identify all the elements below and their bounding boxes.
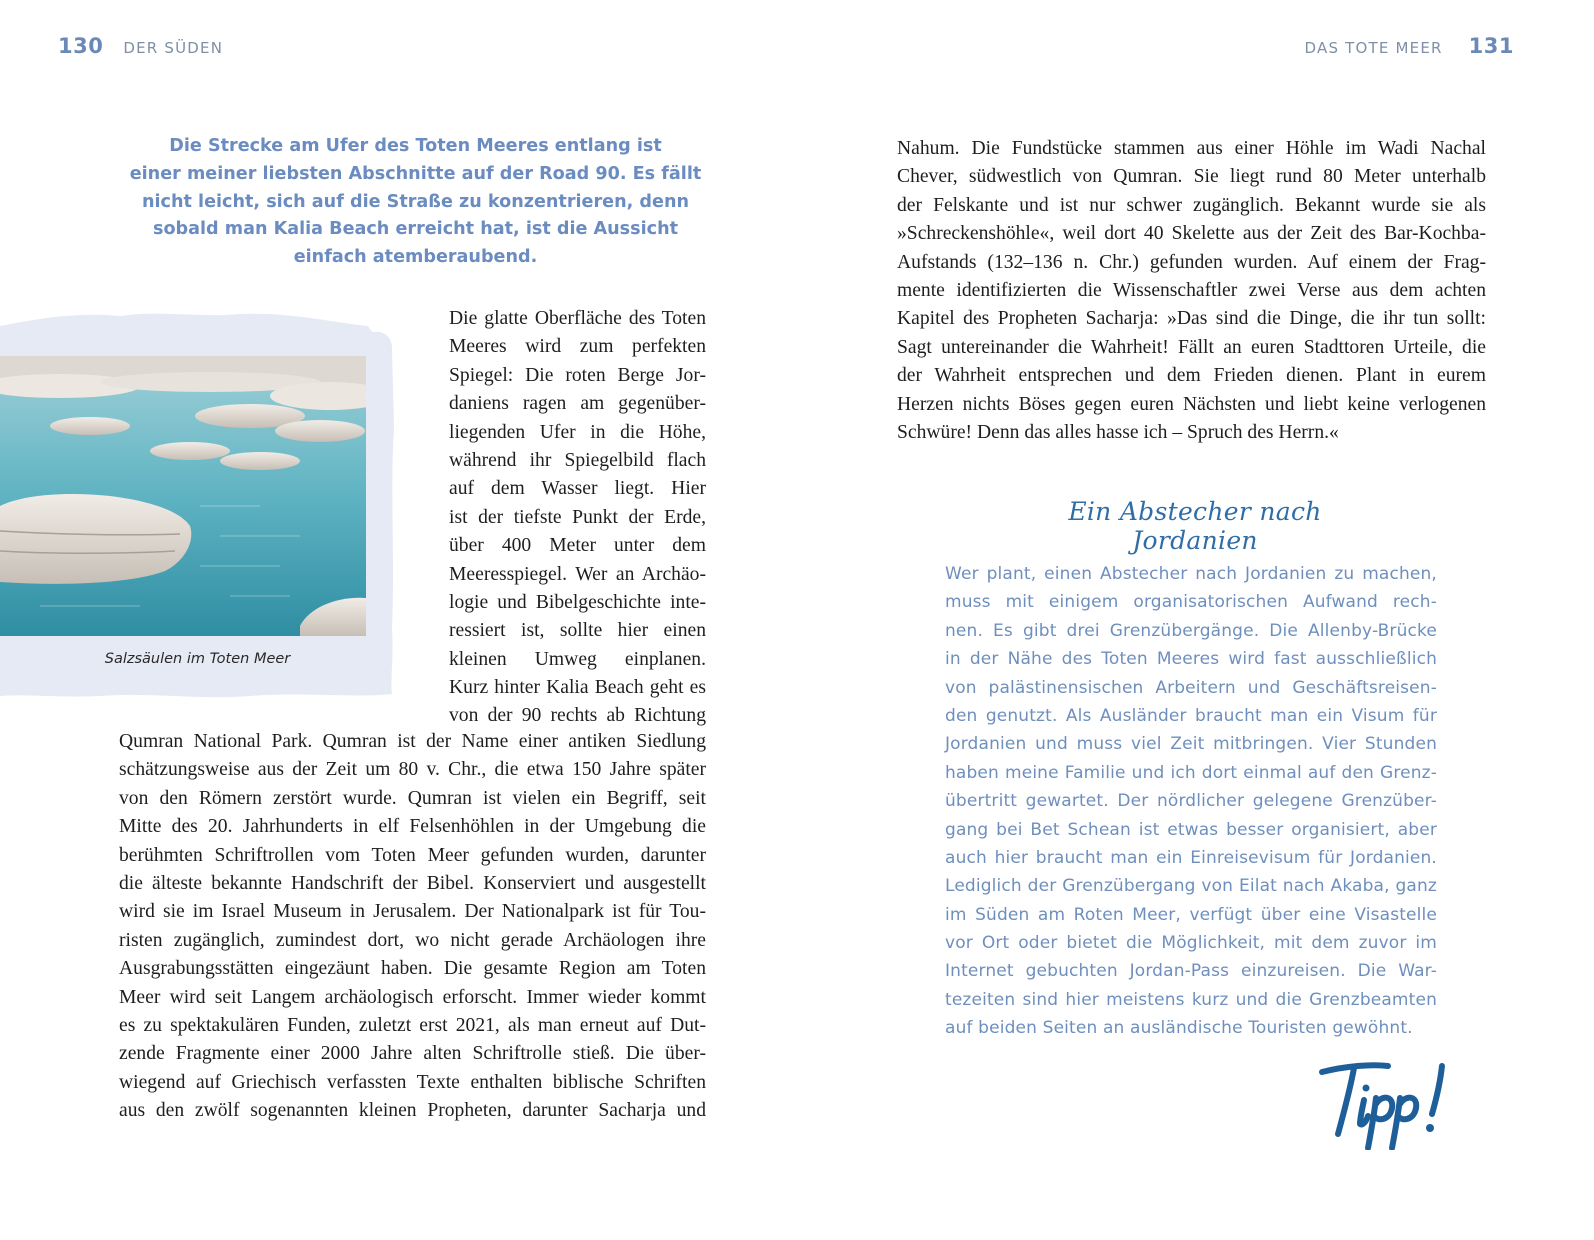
pullquote-line: sobald man Kalia Beach erreicht hat, ist die Aussicht [152, 219, 679, 240]
pullquote-line: einfach atemberaubend. [293, 247, 538, 268]
body-line: »Schreckenshöhle«, weil dort 40 Skelette aus der Zeit des Bar-Kochba- [897, 223, 1486, 245]
body-line: Qumran National Park. Qumran ist der Name einer antiken Siedlung [119, 731, 706, 752]
body-line: Herzen nichts Böses gegen euren Nächsten und liebt keine verlogenen [897, 393, 1486, 415]
pullquote [118, 133, 713, 272]
body-line: wiegend auf Griechisch verfassten Texte enthalten biblische Schriften [119, 1071, 706, 1093]
pullquote-line: einer meiner liebsten Abschnitte auf der Road 90. Es fällt [129, 163, 702, 184]
body-line: Schwüre! Denn das alles hasse ich – Spruch des Herrn.« [897, 421, 1339, 443]
tip-line: von palästinensischen Arbeitern und Geschäftsreisen- [945, 677, 1437, 698]
body-line: Chever, südwestlich von Qumran. Sie liegt rund 80 Meter unterhalb [897, 166, 1486, 188]
body-line: Sagt untereinander die Wahrheit! Fällt an euren Stadttoren Urteile, die [897, 336, 1486, 358]
body-line: es zu spektakulären Funden, zuletzt erst 2021, als man erneut auf Dut- [119, 1014, 706, 1036]
body-line: wird sie im Israel Museum in Jerusalem. Der Nationalpark ist für Tou- [119, 901, 706, 923]
body-line: aus den zwölf sogenannten kleinen Propheten, darunter Sacharja und [119, 1100, 706, 1122]
tip-title: Ein Abstecher nach Jordanien [1068, 497, 1322, 555]
body-line: von der 90 rechts ab Richtung [449, 705, 706, 727]
body-line: Meeres wird zum perfekten [449, 336, 706, 358]
body-line: während ihr Spiegelbild flach [449, 449, 706, 471]
body-line: Meeresspiegel. Wer an Archäo- [449, 563, 706, 585]
body-line: mente identifizierten die Wissenschaftler zwei Verse aus dem achten [897, 279, 1486, 301]
right-running-title: DAS TOTE MEER [1304, 39, 1443, 57]
body-line: die älteste bekannte Handschrift der Bibel. Konserviert und ausgestellt [119, 872, 706, 894]
body-line: ist der tiefste Punkt der Erde, [449, 506, 706, 528]
body-line: Spiegel: Die roten Berge Jor- [449, 364, 706, 386]
body-line: kleinen Umweg einplanen. [449, 648, 706, 670]
tip-line: Internet gebuchten Jordan-Pass einzureisen. Die War- [945, 961, 1437, 982]
body-line: Kurz hinter Kalia Beach geht es [449, 677, 706, 699]
left-body-wrap-column [449, 305, 706, 731]
body-line: Mitte des 20. Jahrhunderts in elf Felsenhöhlen in der Umgebung die [119, 816, 706, 838]
pullquote-line: Die Strecke am Ufer des Toten Meeres entlang ist [169, 136, 662, 156]
tip-line: im Süden am Roten Meer, verfügt über eine Visastelle [945, 904, 1437, 925]
body-line: logie und Bibelgeschichte inte- [449, 591, 706, 613]
body-line: Nahum. Die Fundstücke stammen aus einer Höhle im Wadi Nachal [897, 138, 1486, 159]
body-line: risten zugänglich, zumindest dort, wo nicht gerade Archäologen ihre [119, 929, 706, 951]
body-line: Kapitel des Propheten Sacharja: »Das sind die Dinge, die ihr tun sollt: [897, 308, 1486, 330]
left-running-title: DER SÜDEN [123, 39, 224, 57]
body-line: von den Römern zerstört wurde. Qumran ist vielen ein Begriff, seit [119, 787, 706, 809]
tip-box [945, 560, 1437, 1043]
tip-line: Lediglich der Grenzübergang von Eilat nach Akaba, ganz [945, 876, 1437, 897]
tip-line: übertritt gewartet. Der nördlicher gelegene Grenzüber- [945, 791, 1437, 812]
tip-line: tezeiten sind hier meistens kurz und die Grenzbeamten [945, 989, 1437, 1010]
body-line: daniens ragen am gegenüber- [449, 393, 706, 415]
body-line: Ausgrabungsstätten eingezäunt haben. Die gesamte Region am Toten [119, 958, 706, 980]
left-body-full-column [119, 728, 706, 1125]
photo-caption: Salzsäulen im Toten Meer [104, 651, 291, 667]
body-line: Meer wird seit Langem archäologisch erforscht. Immer wieder kommt [119, 986, 706, 1008]
pullquote-line: nicht leicht, sich auf die Straße zu konzentrieren, denn [142, 191, 689, 212]
tip-line: muss mit einigem organisatorischen Aufwand rech- [945, 592, 1437, 613]
right-body-column [897, 135, 1486, 447]
tip-line: auch hier braucht man ein Einreisevisum für Jordanien. [945, 847, 1437, 868]
header-right [1305, 34, 1514, 58]
body-line: der Felskante und ist nur schwer zugänglich. Bekannt wurde sie als [897, 194, 1486, 216]
body-line: über 400 Meter unter dem [449, 535, 706, 557]
tip-line: den genutzt. Als Ausländer braucht man ein Visum für [945, 705, 1437, 726]
tip-line: haben meine Familie und ich dort einmal auf den Grenz- [945, 762, 1437, 783]
tip-line: nen. Es gibt drei Grenzübergänge. Die Allenby-Brücke [945, 620, 1437, 641]
left-page-number: 130 [58, 34, 104, 58]
body-line: liegenden Ufer in die Höhe, [449, 421, 706, 443]
body-line: zende Fragmente einer 2000 Jahre alten Schriftrolle stieß. Die über- [119, 1043, 706, 1065]
tip-line: auf beiden Seiten an ausländische Touristen gewöhnt. [945, 1018, 1413, 1039]
tip-line: gang bei Bet Schean ist etwas besser organisiert, aber [945, 819, 1437, 840]
tipp-badge-icon [1316, 1060, 1456, 1150]
tip-line: vor Ort oder bietet die Möglichkeit, mit dem zuvor im [945, 933, 1437, 954]
body-line: Die glatte Oberfläche des Toten [449, 308, 706, 329]
body-line: schätzungsweise aus der Zeit um 80 v. Chr., die etwa 150 Jahre später [119, 759, 706, 781]
body-line: auf dem Wasser liegt. Hier [449, 478, 706, 500]
tip-line: in der Nähe des Toten Meeres wird fast ausschließlich [945, 649, 1437, 670]
tip-line: Wer plant, einen Abstecher nach Jordanien zu machen, [945, 564, 1437, 584]
right-page-number: 131 [1468, 34, 1514, 58]
header-left [58, 34, 223, 58]
salt-pillars-photo [0, 356, 366, 636]
body-line: Aufstands (132–136 n. Chr.) gefunden wurden. Auf einem der Frag- [897, 251, 1486, 273]
body-line: der Wahrheit entsprechen und dem Frieden dienen. Plant in eurem [897, 365, 1486, 387]
body-line: ressiert ist, sollte hier einen [449, 620, 706, 642]
body-line: berühmten Schriftrollen vom Toten Meer gefunden wurden, darunter [119, 844, 706, 866]
tip-line: Jordanien und muss viel Zeit mitbringen. Vier Stunden [945, 734, 1437, 755]
